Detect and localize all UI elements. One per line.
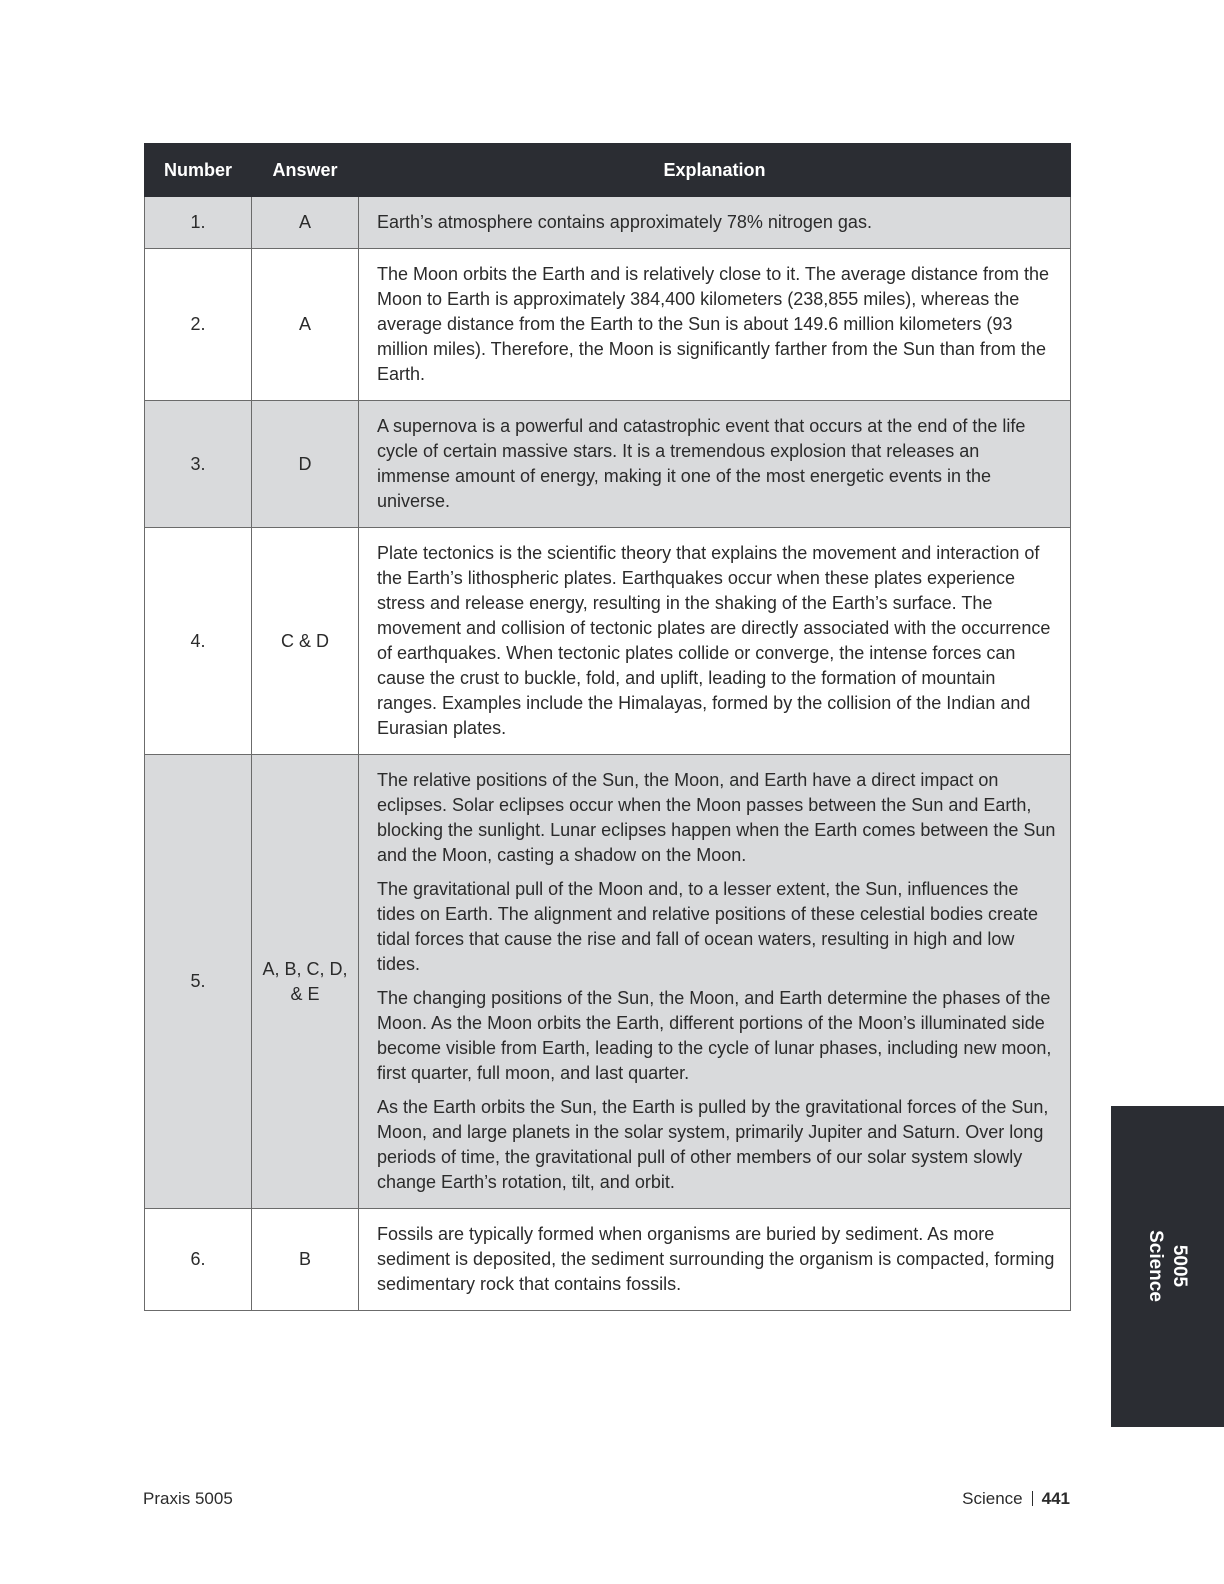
explanation-paragraph: Fossils are typically formed when organisms are buried by sediment. As more sediment is deposited, the sediment surrounding the organism is compacted, forming sedimentary rock that contains fossils. bbox=[377, 1224, 1055, 1294]
explanation-cell bbox=[359, 401, 1071, 528]
question-number: 3. bbox=[145, 401, 252, 528]
explanation-cell bbox=[359, 755, 1071, 1209]
answer-key: A, B, C, D, & E bbox=[252, 755, 359, 1209]
side-tab-code: 5005 bbox=[1169, 1244, 1190, 1288]
section-side-tab bbox=[1111, 1106, 1224, 1427]
question-number: 1. bbox=[145, 197, 252, 249]
explanation-cell bbox=[359, 528, 1071, 755]
header-number: Number bbox=[145, 144, 252, 197]
explanation-paragraph: Earth’s atmosphere contains approximately 78% nitrogen gas. bbox=[377, 212, 872, 232]
table-row bbox=[145, 755, 1071, 1209]
footer-book-title: Praxis 5005 bbox=[143, 1489, 233, 1508]
side-tab-subject: Science bbox=[1145, 1230, 1166, 1302]
table-row bbox=[145, 528, 1071, 755]
explanation-cell bbox=[359, 197, 1071, 249]
page-number: 441 bbox=[1041, 1489, 1070, 1508]
answer-key: A bbox=[252, 197, 359, 249]
table-header-row bbox=[145, 144, 1071, 197]
question-number: 4. bbox=[145, 528, 252, 755]
table-row bbox=[145, 401, 1071, 528]
explanation-cell bbox=[359, 1209, 1071, 1311]
explanation-paragraph: Plate tectonics is the scientific theory that explains the movement and interaction of the Earth’s lithospheric plates. Earthquakes occur when these plates experience stress and release energy, resulting in the shaking of the Earth’s surface. The movement and collision of tectonic plates are directly associated with the occurrence of earthquakes. When tectonic plates collide or converge, the intense forces can cause the crust to buckle, fold, and uplift, leading to the formation of mountain ranges. Examples include the Himalayas, formed by the collision of the Indian and Eurasian plates. bbox=[377, 543, 1051, 738]
table-body bbox=[145, 197, 1071, 1311]
table-row bbox=[145, 1209, 1071, 1311]
header-explanation: Explanation bbox=[359, 144, 1071, 197]
table-row bbox=[145, 249, 1071, 401]
footer-page-info bbox=[962, 1489, 1070, 1509]
side-tab-label bbox=[1143, 1230, 1191, 1302]
explanation-paragraph: As the Earth orbits the Sun, the Earth is pulled by the gravitational forces of the Sun, Moon, and large planets in the solar system, primarily Jupiter and Saturn. Over long periods of time, the gravitational pull of other members of our solar system slowly change Earth’s rotation, tilt, and orbit. bbox=[377, 1097, 1049, 1192]
explanation-paragraph: A supernova is a powerful and catastrophic event that occurs at the end of the life cycle of certain massive stars. It is a tremendous explosion that releases an immense amount of energy, making it one of the most energetic events in the universe. bbox=[377, 416, 1026, 511]
footer-divider bbox=[1032, 1491, 1033, 1506]
question-number: 5. bbox=[145, 755, 252, 1209]
answer-key: B bbox=[252, 1209, 359, 1311]
answer-table bbox=[144, 143, 1071, 1311]
explanation-paragraph: The Moon orbits the Earth and is relatively close to it. The average distance from the Moon to Earth is approximately 384,400 kilometers (238,855 miles), whereas the average distance from the Earth to the Sun is about 149.6 million kilometers (93 million miles). Therefore, the Moon is significantly farther from the Sun than from the Earth. bbox=[377, 264, 1050, 384]
answer-key: A bbox=[252, 249, 359, 401]
answer-key: D bbox=[252, 401, 359, 528]
header-answer: Answer bbox=[252, 144, 359, 197]
explanation-cell bbox=[359, 249, 1071, 401]
explanation-paragraph: The gravitational pull of the Moon and, to a lesser extent, the Sun, influences the tides on Earth. The alignment and relative positions of these celestial bodies create tidal forces that cause the rise and fall of ocean waters, resulting in high and low tides. bbox=[377, 879, 1039, 974]
table-row bbox=[145, 197, 1071, 249]
explanation-paragraph: The relative positions of the Sun, the Moon, and Earth have a direct impact on eclipses. Solar eclipses occur when the Moon passes between the Sun and Earth, blocking the sunlight. Lunar eclipses happen when the Earth comes between the Sun and the Moon, casting a shadow on the Moon. bbox=[377, 770, 1056, 865]
footer-section: Science bbox=[962, 1489, 1023, 1508]
question-number: 2. bbox=[145, 249, 252, 401]
answer-key: C & D bbox=[252, 528, 359, 755]
question-number: 6. bbox=[145, 1209, 252, 1311]
explanation-paragraph: The changing positions of the Sun, the Moon, and Earth determine the phases of the Moon. As the Moon orbits the Earth, different portions of the Moon’s illuminated side become visible from Earth, leading to the cycle of lunar phases, including new moon, first quarter, full moon, and last quarter. bbox=[377, 988, 1052, 1083]
